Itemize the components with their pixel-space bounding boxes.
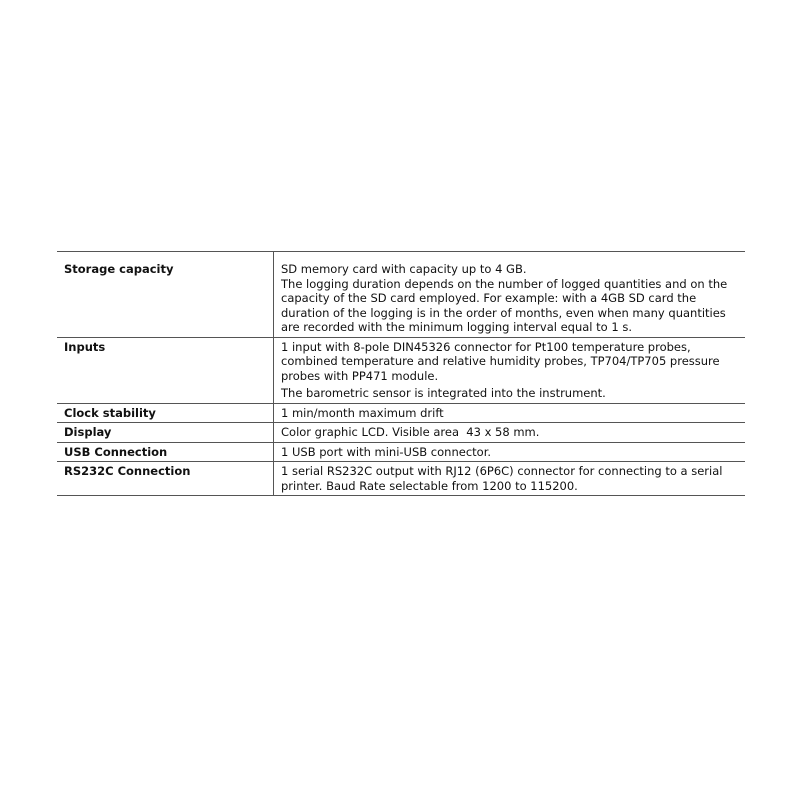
spec-value [274, 423, 746, 443]
spec-label: USB Connection [57, 442, 274, 462]
spec-row-inputs [57, 337, 745, 403]
spec-label: Storage capacity [57, 252, 274, 338]
spec-value [274, 442, 746, 462]
spec-value [274, 252, 746, 338]
spec-label: Display [57, 423, 274, 443]
spec-label: RS232C Connection [57, 462, 274, 496]
spec-row-display [57, 423, 745, 443]
spec-value-paragraph: 1 min/month maximum drift [281, 405, 444, 420]
spec-value-paragraph: 1 serial RS232C output with RJ12 (6P6C) connector for connecting to a serial printer. Baud Rate selectable from 1200 to 115200. [281, 464, 723, 493]
spec-value-paragraph: The barometric sensor is integrated into the instrument. [281, 386, 606, 400]
spec-label: Clock stability [57, 403, 274, 423]
spec-value [274, 403, 746, 423]
spec-row-usb-connection [57, 442, 745, 462]
spec-row-rs232c-connection [57, 462, 745, 496]
spec-value-paragraph: SD memory card with capacity up to 4 GB. [281, 262, 527, 276]
spec-row-clock-stability [57, 403, 745, 423]
spec-row-storage-capacity [57, 252, 745, 338]
spec-value [274, 337, 746, 403]
spec-value-paragraph: 1 USB port with mini-USB connector. [281, 444, 492, 459]
spec-value [274, 462, 746, 496]
spec-value-paragraph: Color graphic LCD. Visible area 43 x 58 mm. [281, 425, 540, 439]
spec-value-paragraph: 1 input with 8-pole DIN45326 connector for Pt100 temperature probes, combined temperature and relative humidity probes, TP704/TP705 pressure probes with PP471 module. [281, 339, 720, 383]
specifications-table [57, 251, 745, 496]
spec-value-paragraph: The logging duration depends on the number of logged quantities and on the capacity of the SD card employed. For example: with a 4GB SD card the duration of the logging is in the order of months, even when many quantities are recorded with the minimum logging interval equal to 1 s. [281, 276, 728, 334]
spec-label: Inputs [57, 337, 274, 403]
